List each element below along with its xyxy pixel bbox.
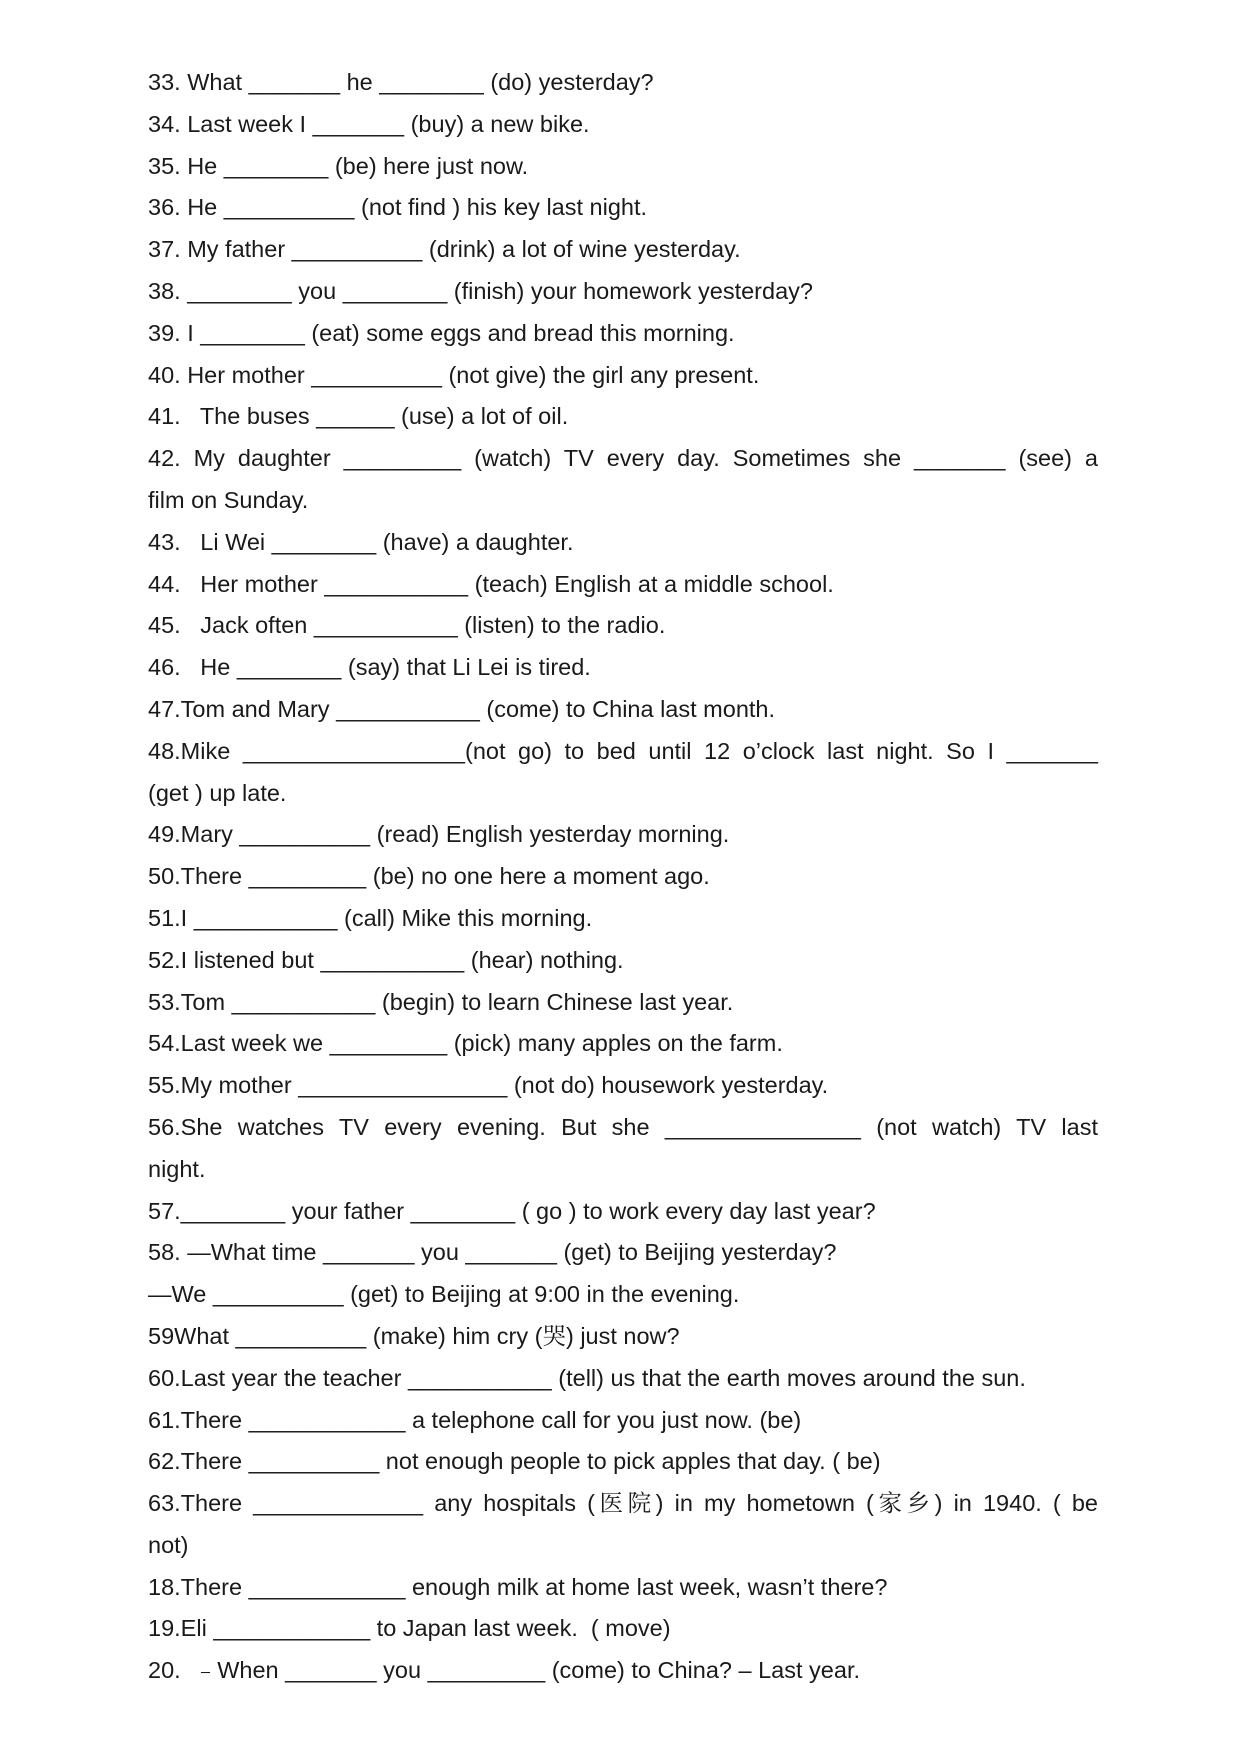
exercise-47: 47.Tom and Mary ___________ (come) to China last month. [148,695,776,722]
exercise-61: 61.There ____________ a telephone call for you just now. (be) [148,1406,802,1433]
exercise-48: 48.Mike _________________(not go) to bed until 12 o’clock last night. So I _______ [148,737,1098,764]
worksheet-text [148,62,1098,1692]
exercise-63-cont: not) [148,1531,189,1558]
exercise-37: 37. My father __________ (drink) a lot of wine yesterday. [148,236,741,263]
exercise-50: 50.There _________ (be) no one here a moment ago. [148,863,710,890]
exercise-44: 44. Her mother ___________ (teach) English at a middle school. [148,570,834,597]
exercise-36: 36. He __________ (not find ) his key last night. [148,194,648,221]
exercise-20: 20. ﹣When _______ you _________ (come) to China? – Last year. [148,1657,860,1684]
exercise-54: 54.Last week we _________ (pick) many apples on the farm. [148,1030,783,1057]
exercise-45: 45. Jack often ___________ (listen) to the radio. [148,612,666,639]
exercise-33: 33. What _______ he ________ (do) yesterday? [148,69,654,95]
exercise-57: 57.________ your father ________ ( go ) to work every day last year? [148,1197,876,1224]
exercise-56: 56.She watches TV every evening. But she _______________ (not watch) TV last [148,1113,1098,1140]
exercise-35: 35. He ________ (be) here just now. [148,152,529,179]
exercise-42-cont: film on Sunday. [148,486,309,513]
exercise-53: 53.Tom ___________ (begin) to learn Chinese last year. [148,988,734,1015]
exercise-46: 46. He ________ (say) that Li Lei is tired. [148,654,591,681]
exercise-39: 39. I ________ (eat) some eggs and bread this morning. [148,319,735,346]
exercise-19: 19.Eli ____________ to Japan last week. ( move) [148,1615,671,1642]
exercise-59: 59What __________ (make) him cry (哭) just now? [148,1322,680,1349]
exercise-40: 40. Her mother __________ (not give) the girl any present. [148,361,760,388]
exercise-18: 18.There ____________ enough milk at home last week, wasn’t there? [148,1573,888,1600]
exercise-48-cont: (get ) up late. [148,779,287,806]
exercise-42: 42. My daughter _________ (watch) TV every day. Sometimes she _______ (see) a [148,445,1098,472]
exercise-43: 43. Li Wei ________ (have) a daughter. [148,528,574,555]
exercise-60: 60.Last year the teacher ___________ (tell) us that the earth moves around the sun. [148,1364,1026,1391]
exercise-52: 52.I listened but ___________ (hear) nothing. [148,946,624,973]
exercise-62: 62.There __________ not enough people to pick apples that day. ( be) [148,1448,881,1475]
exercise-41: 41. The buses ______ (use) a lot of oil. [148,403,569,430]
exercise-58-answer: —We __________ (get) to Beijing at 9:00 in the evening. [148,1281,740,1308]
exercise-38: 38. ________ you ________ (finish) your homework yesterday? [148,277,813,304]
exercise-49: 49.Mary __________ (read) English yesterday morning. [148,821,730,848]
exercise-63: 63.There _____________ any hospitals (医院) in my hometown (家乡) in 1940. ( be [148,1490,1098,1517]
exercise-34: 34. Last week I _______ (buy) a new bike. [148,110,590,137]
exercise-55: 55.My mother ________________ (not do) housework yesterday. [148,1072,829,1099]
exercise-51: 51.I ___________ (call) Mike this morning. [148,904,593,931]
exercise-58: 58. —What time _______ you _______ (get) to Beijing yesterday? [148,1239,837,1266]
exercise-56-cont: night. [148,1155,206,1182]
